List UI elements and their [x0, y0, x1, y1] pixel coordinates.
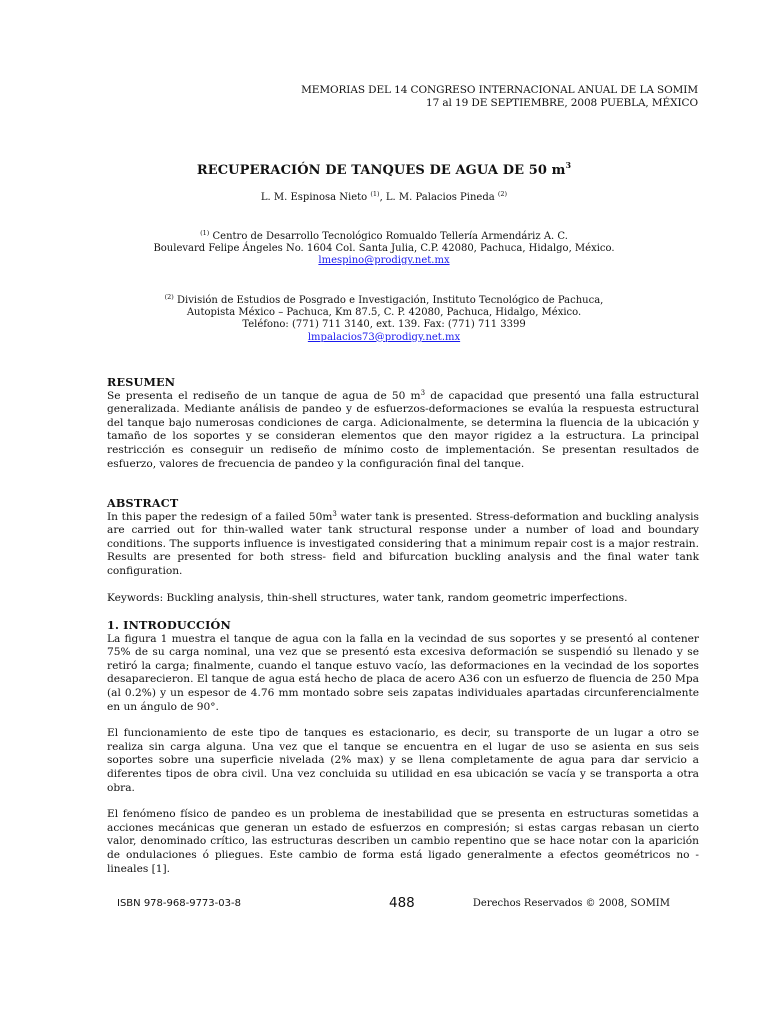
affiliation-1-email-link[interactable]: lmespino@prodigy.net.mx	[318, 255, 450, 267]
abstract-section	[107, 497, 699, 605]
affiliation-1-line2: Boulevard Felipe Ángeles No. 1604 Col. Santa Julia, C.P. 42080, Pachuca, Hidalgo, México.	[153, 243, 615, 255]
page-number: 488	[389, 895, 415, 911]
abstract-superscript: 3	[332, 509, 337, 518]
introduction-paragraph-1: La figura 1 muestra el tanque de agua con la falla en la vecindad de sus soportes y se presentó al contener 75% de su carga nominal, una vez que se presentó esta excesiva deformación se suspendió su llenado y se retiró la carga; finalmente, cuando el tanque estuvo vacío, las deformaciones en la vecindad de los soportes desaparecieron. El tanque de agua está hecho de placa de acero A36 con un esfuerzo de fluencia de 250 Mpa (al 0.2%) y un espesor de 4.76 mm montado sobre seis zapatas individuales apartadas circunferencialmente en un ángulo de 90°.	[107, 632, 699, 713]
resumen-superscript: 3	[420, 388, 426, 397]
paper-title-superscript: 3	[565, 160, 572, 170]
author-1: L. M. Espinosa Nieto	[260, 192, 371, 203]
affiliation-2	[0, 291, 768, 344]
introduction-section	[107, 619, 699, 876]
abstract-heading: ABSTRACT	[107, 496, 179, 510]
author-2-affiliation-mark: (2)	[497, 190, 508, 198]
author-1-affiliation-mark: (1)	[370, 190, 380, 198]
author-2: , L. M. Palacios Pineda	[379, 192, 498, 203]
resumen-text-b: de capacidad que presentó una falla estructural generalizada. Mediante análisis de pandeo y de esfuerzos-deformaciones se evalúa la respuesta estructural del tanque bajo numerosas condiciones de carga. Adicionalmente, se determina la fluencia de la ubicación y tamaño de los soportes y se consideran elementos que den mayor rigidez a la estructura. La principal restricción es conseguir un rediseño de mínimo costo de implementación. Se presentan resultados de esfuerzo, valores de frecuencia de pandeo y la configuración final del tanque.	[107, 389, 699, 470]
affiliation-2-mark: (2)	[164, 293, 174, 301]
affiliation-2-email-link[interactable]: lmpalacios73@prodigy.net.mx	[307, 331, 461, 343]
keywords-line: Keywords: Buckling analysis, thin-shell structures, water tank, random geometric imperfections.	[107, 591, 628, 604]
affiliation-2-line2: Autopista México – Pachuca, Km 87.5, C. P. 42080, Pachuca, Hidalgo, México.	[186, 307, 582, 319]
affiliation-2-line3: Teléfono: (771) 711 3140, ext. 139. Fax: (771) 711 3399	[242, 319, 526, 331]
affiliation-2-line1: División de Estudios de Posgrado e Investigación, Instituto Tecnológico de Pachuca,	[173, 295, 604, 306]
author-list	[0, 190, 768, 203]
resumen-paragraph	[107, 390, 699, 472]
abstract-paragraph	[107, 511, 699, 579]
conference-header	[98, 84, 698, 110]
abstract-text-a: In this paper the redesign of a failed 50m	[107, 510, 333, 523]
affiliation-1-line1: Centro de Desarrollo Tecnológico Romualdo Tellería Armendáriz A. C.	[209, 231, 568, 242]
paper-title	[0, 160, 768, 178]
introduction-paragraph-2: El funcionamiento de este tipo de tanques es estacionario, es decir, su transporte de un lugar a otro se realiza sin carga alguna. Una vez que el tanque se encuentra en el lugar de uso se asienta en sus seis soportes sobre una superficie nivelada (2% max) y se llena completamente de agua para dar servicio a diferentes tipos de obra civil. Una vez concluida su utilidad en esa ubicación se vacía y se transporta a otra obra.	[107, 727, 699, 794]
introduction-heading: 1. INTRODUCCIÓN	[107, 618, 231, 632]
resumen-text-a: Se presenta el rediseño de un tanque de agua de 50 m	[107, 389, 421, 402]
conference-header-line1: MEMORIAS DEL 14 CONGRESO INTERNACIONAL ANUAL DE LA SOMIM	[301, 84, 698, 96]
paper-title-text: RECUPERACIÓN DE TANQUES DE AGUA DE 50 m	[196, 163, 566, 178]
copyright-text: Derechos Reservados © 2008, SOMIM	[472, 898, 670, 909]
resumen-heading: RESUMEN	[107, 375, 176, 389]
abstract-text-b: water tank is presented. Stress-deformation and buckling analysis are carried out for thin-walled water tank structural response under a number of load and boundary conditions. The supports influence is investigated considering that a minimum repair cost is a major restrain. Results are presented for both stress- field and bifurcation buckling analysis and the final water tank configuration.	[107, 510, 699, 577]
conference-header-line2: 17 al 19 DE SEPTIEMBRE, 2008 PUEBLA, MÉXICO	[425, 97, 698, 109]
resumen-section	[107, 376, 699, 471]
isbn-text: ISBN 978-968-9773-03-8	[117, 898, 241, 909]
affiliation-1-mark: (1)	[200, 229, 210, 237]
introduction-paragraph-3: El fenómeno físico de pandeo es un problema de inestabilidad que se presenta en estructuras sometidas a acciones mecánicas que generan un estado de esfuerzos en compresión; si estas cargas rebasan un cierto valor, denominado crítico, las estructuras describen un cambio repentino que se hace notar con la aparición de ondulaciones ó pliegues. Este cambio de forma está ligado generalmente a efectos geométricos no - lineales [1].	[107, 808, 699, 875]
affiliation-1	[0, 227, 768, 268]
